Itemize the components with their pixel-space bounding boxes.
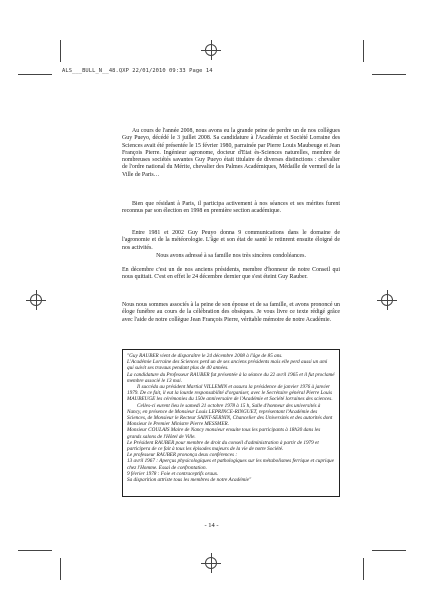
registration-mark-bottom (201, 553, 221, 573)
paragraph-guy-pueyo-communications: Entre 1981 et 2002 Guy Peuyo donna 9 communications dans le domaine de l'agronomie et de la météorologie. L'âge et son état de santé le retinrent ensuite éloigné de nos activités. (122, 230, 340, 251)
eulogy-line: Monsieur COULAIS Maire de Nancy monsieur ensuite tous les participants à 18h30 dans les grands salons de l'Hôtel de Ville. (127, 427, 321, 440)
eulogy-line: Sa disparition attriste tous les membres de notre Académie" (127, 477, 252, 484)
registration-mark-left (26, 290, 46, 310)
crop-mark-bottom-left-v (60, 558, 61, 580)
crop-mark-bottom-right-h (372, 550, 406, 551)
eulogy-line: Le Président RAUBER pour membre de droit du conseil d'administration à partir de 1979 et participera de ce fait à tous les épisodes majeurs de la vie de notre Société. (127, 439, 319, 453)
paragraph-guy-pueyo-election: Bien que résidant à Paris, il participa activement à nos séances et ses mérites furent reconnus par son élection en 1998 en première section académique. (122, 201, 340, 215)
eulogy-line: L'Académie Lorraine des Sciences perd un de ses anciens présidents mais elle perd aussi un ami qui suivit ses travaux pendant plus de 40 années. (127, 359, 328, 372)
crop-mark-top-right-h (372, 74, 406, 75)
page-number: - 14 - (204, 522, 219, 529)
crop-mark-top-left-h (18, 74, 52, 75)
crop-mark-top-right-v (363, 40, 364, 62)
crop-mark-bottom-right-v (363, 558, 364, 580)
eulogy-line: "Guy RAUBER vient de disparaître le 24 décembre 2008 à l'âge de 85 ans. (127, 353, 283, 359)
eulogy-line: 9 février 1978 : Foie et contraceptifs oraux. (127, 470, 219, 477)
print-slug-line: ALS___BULL_N__48.QXP 22/01/2010 09:33 Page 14 (62, 68, 213, 74)
eulogy-quote-box (122, 349, 340, 497)
registration-mark-top (201, 40, 221, 60)
crop-mark-bottom-left-h (18, 550, 52, 551)
eulogy-line: La candidature du Professeur RAUBER fut présentée à la séance du 22 avril 1965 et il fut proclamé membre associé le 13 mai. (127, 371, 335, 384)
eulogy-line: 13 avril 1967 : Aperçus physicologiques et pathologiques sur les métabolismes ferrique et cuprique chez l'Homme. Essai de confrontation. (127, 458, 334, 471)
paragraph-eulogy-intro: Nous nous sommes associés à la peine de son épouse et de sa famille, et avons prononcé un éloge funèbre au cours de la célébration des obsèques. Je vous livre ce texte rédigé grâce avec l'aide de notre collègue Jean François Pierre, véritable mémoire de notre Académie. (122, 302, 340, 323)
eulogy-line: Il succéda au président Martial VILLEMIN et assura la présidence de janvier 1976 à janvier 1979. De ce fait, il eut la lourde responsabilité d'organiser, avec le Secrétaire général Pierre Louis MAUBEUGE les cérémonies du 150e anniversaire de l'Académie et Société lorraines des sciences. (127, 384, 333, 403)
paragraph-guy-rauber-intro: En décembre c'est un de nos anciens présidents, membre d'honneur de notre Conseil qui nous quittait. C'est en effet le 24 décembre dernier que s'est éteint Guy Rauber. (122, 267, 340, 281)
paragraph-guy-pueyo-intro: Au cours de l'année 2008, nous avons eu la grande peine de perdre un de nos collègues Guy Pueyo, décédé le 3 juillet 2008. Sa candidature à l'Académie et Société Lorraine des Sciences avait été présentée le 15 février 1980, parrainée par Pierre Louis Maubeuge et Jean François Pierre. Ingénieur agronome, docteur d'Etat ès-Sciences naturelles, membre de nombreuses sociétés savantes Guy Pueyo était titulaire de diverses distinctions : chevalier de l'ordre national du Mérite, chevalier des Palmes Académiques, Médaille de vermeil de la Ville de Paris… (122, 128, 340, 178)
crop-mark-top-left-v (60, 40, 61, 62)
paragraph-condolences: Nous avons adressé à sa famille nos très sincères condoléances. (156, 253, 306, 259)
eulogy-line: Celles-ci eurent lieu le samedi 21 octobre 1978 à 15 h, Salle d'honneur des universités à Nancy, en présence de Monsieur Louis LEPRINCE-RINGUET, représentant l'Académie des Sciences, de Monsieur le Recteur SAINT-SERNIN, Chancelier des Universités et des autorités dont Monsieur le Premier Ministre Pierre MESSMER. (127, 402, 333, 428)
eulogy-line: Le professeur RAUBER prononça deux conférences : (127, 452, 238, 459)
registration-mark-right (377, 290, 397, 310)
